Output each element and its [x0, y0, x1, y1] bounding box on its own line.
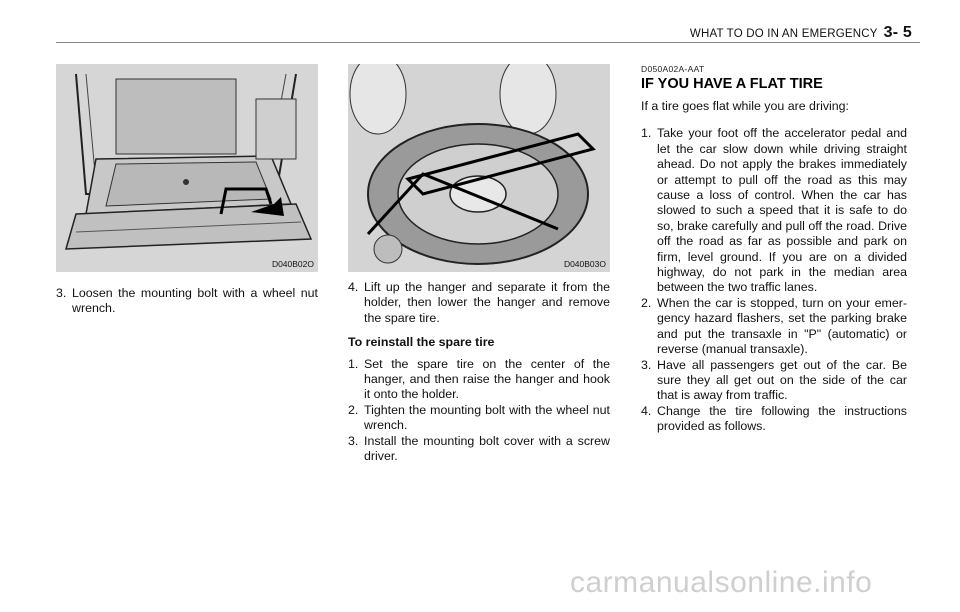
spare-tire-illustration — [348, 64, 610, 272]
list-item — [348, 403, 610, 434]
list-text: Loosen the mounting bolt with a wheel nut wrench. — [72, 286, 318, 316]
list-number: 3. — [348, 433, 359, 448]
figure-code: D040B02O — [271, 259, 314, 269]
section-title: IF YOU HAVE A FLAT TIRE — [641, 76, 823, 92]
list-item — [348, 434, 610, 465]
list-text: Set the spare tire on the center of the hanger, and then raise the hanger and hook it onto the holder. — [364, 356, 610, 402]
list-item — [348, 357, 610, 403]
list-text: Take your foot off the accelerator pedal and let the car slow down while driving straight ahead. Do not apply the brakes immediately or attempt to pull off the road as this may cause a loss of control. When the car has slowed to such a speed that it is safe to do so, brake carefully and pull off the road. Drive off the road as far as possible and park on firm, level ground. If you are on a divided highway, do not park in the median area between the two traffic lanes. — [657, 126, 907, 295]
list-item — [56, 286, 318, 317]
section-code: D050A02A-AAT — [641, 64, 705, 74]
running-header — [690, 24, 912, 42]
list-text: Lift up the hanger and separate it from the holder, then lower the hanger and remove the spare tire. — [364, 280, 610, 325]
list-text: Install the mounting bolt cover with a screw driver. — [364, 433, 610, 464]
figure-spare-tire — [348, 64, 610, 272]
list-number: 3. — [641, 357, 652, 372]
list-item — [641, 404, 907, 435]
list-number: 4. — [348, 280, 359, 294]
column-3 — [641, 99, 907, 435]
intro-paragraph: If a tire goes flat while you are driving: — [641, 99, 849, 113]
list-number: 1. — [348, 356, 359, 371]
subheading: To reinstall the spare tire — [348, 335, 495, 350]
list-number: 1. — [641, 126, 652, 141]
cargo-area-illustration — [56, 64, 318, 272]
page-number: 3- 5 — [883, 24, 912, 41]
list-item — [348, 280, 610, 326]
list-number: 2. — [641, 295, 652, 310]
list-text: When the car is stopped, turn on your emer-gency hazard flashers, set the parking brake and put the transaxle in "P" (automatic) or reverse (manual transaxle). — [657, 295, 907, 357]
figure-cargo-area — [56, 64, 318, 272]
list-item — [641, 296, 907, 358]
figure-code: D040B03O — [563, 259, 606, 269]
list-number: 4. — [641, 403, 652, 418]
column-2 — [348, 280, 610, 464]
column-1 — [56, 286, 318, 317]
watermark: carmanualsonline.info — [570, 566, 873, 599]
list-text: Have all passengers get out of the car. Be sure they all get out on the side of the car that is away from traffic. — [657, 357, 907, 403]
header-section: WHAT TO DO IN AN EMERGENCY — [689, 28, 878, 40]
list-item — [641, 126, 907, 295]
list-number: 3. — [56, 286, 67, 300]
list-text: Tighten the mounting bolt with the wheel nut wrench. — [364, 402, 610, 433]
list-number: 2. — [348, 402, 359, 417]
header-rule — [56, 42, 920, 43]
list-item — [641, 358, 907, 404]
list-text: Change the tire following the instructions provided as follows. — [657, 403, 907, 434]
